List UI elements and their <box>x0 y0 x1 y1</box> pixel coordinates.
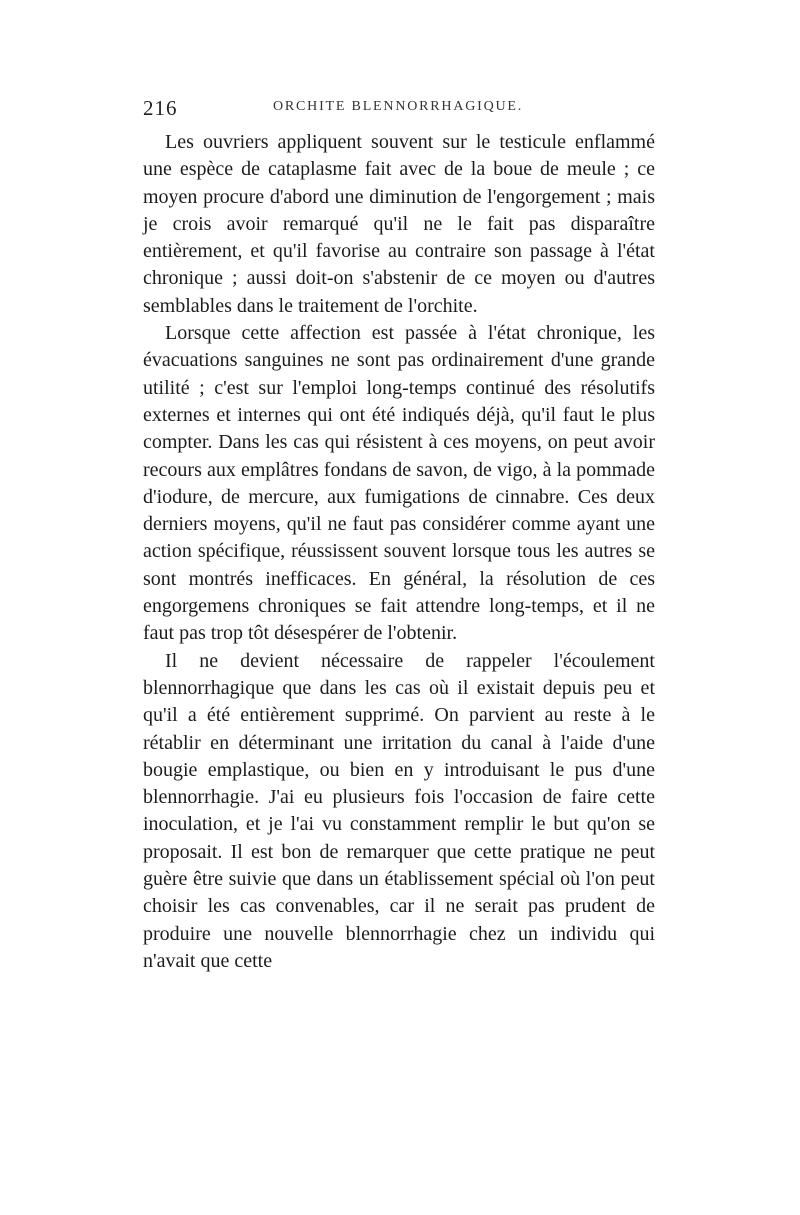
running-head <box>143 96 663 126</box>
paragraph: Il ne devient nécessaire de rappeler l'écoulement blennorrhagique que dans les cas où il existait depuis peu et qu'il a été entièrement supprimé. On parvient au reste à le rétablir en déterminant une irritation du canal à l'aide d'une bougie emplastique, ou bien en y introduisant le pus d'une blennorrhagie. J'ai eu plusieurs fois l'occasion de faire cette inoculation, et je l'ai vu constamment remplir le but qu'on se proposait. Il est bon de remarquer que cette pratique ne peut guère être suivie que dans un établissement spécial où l'on peut choisir les cas convenables, car il ne serait pas prudent de produire une nouvelle blennorrhagie chez un individu qui n'avait que cette <box>143 649 655 972</box>
page-number: 216 <box>143 96 178 120</box>
paragraph: Lorsque cette affection est passée à l'état chronique, les évacuations sanguines ne sont pas ordinairement d'une grande utilité ; c'est sur l'emploi long-temps continué des résolutifs externes et internes qui ont été indiqués déjà, qu'il faut le plus compter. Dans les cas qui résistent à ces moyens, on peut avoir recours aux emplâtres fondans de savon, de vigo, à la pommade d'iodure, de mercure, aux fumigations de cinnabre. Ces deux derniers moyens, qu'il ne faut pas considérer comme ayant une action spécifique, réussissent souvent lorsque tous les autres se sont montrés inefficaces. En général, la résolution de ces engorgemens chroniques se fait attendre long-temps, et il ne faut pas trop tôt désespérer de l'obtenir. <box>143 322 655 645</box>
running-title: ORCHITE BLENNORRHAGIQUE. <box>273 99 524 114</box>
body-text <box>143 129 655 975</box>
paragraph: Les ouvriers appliquent souvent sur le testicule enflammé une espèce de cataplasme fait avec de la boue de meule ; ce moyen procure d'abord une diminution de l'engorgement ; mais je crois avoir remarqué qu'il ne le fait pas disparaître entièrement, et qu'il favorise au contraire son passage à l'état chronique ; aussi doit-on s'abstenir de ce moyen ou d'autres semblables dans le traitement de l'orchite. <box>143 131 655 317</box>
